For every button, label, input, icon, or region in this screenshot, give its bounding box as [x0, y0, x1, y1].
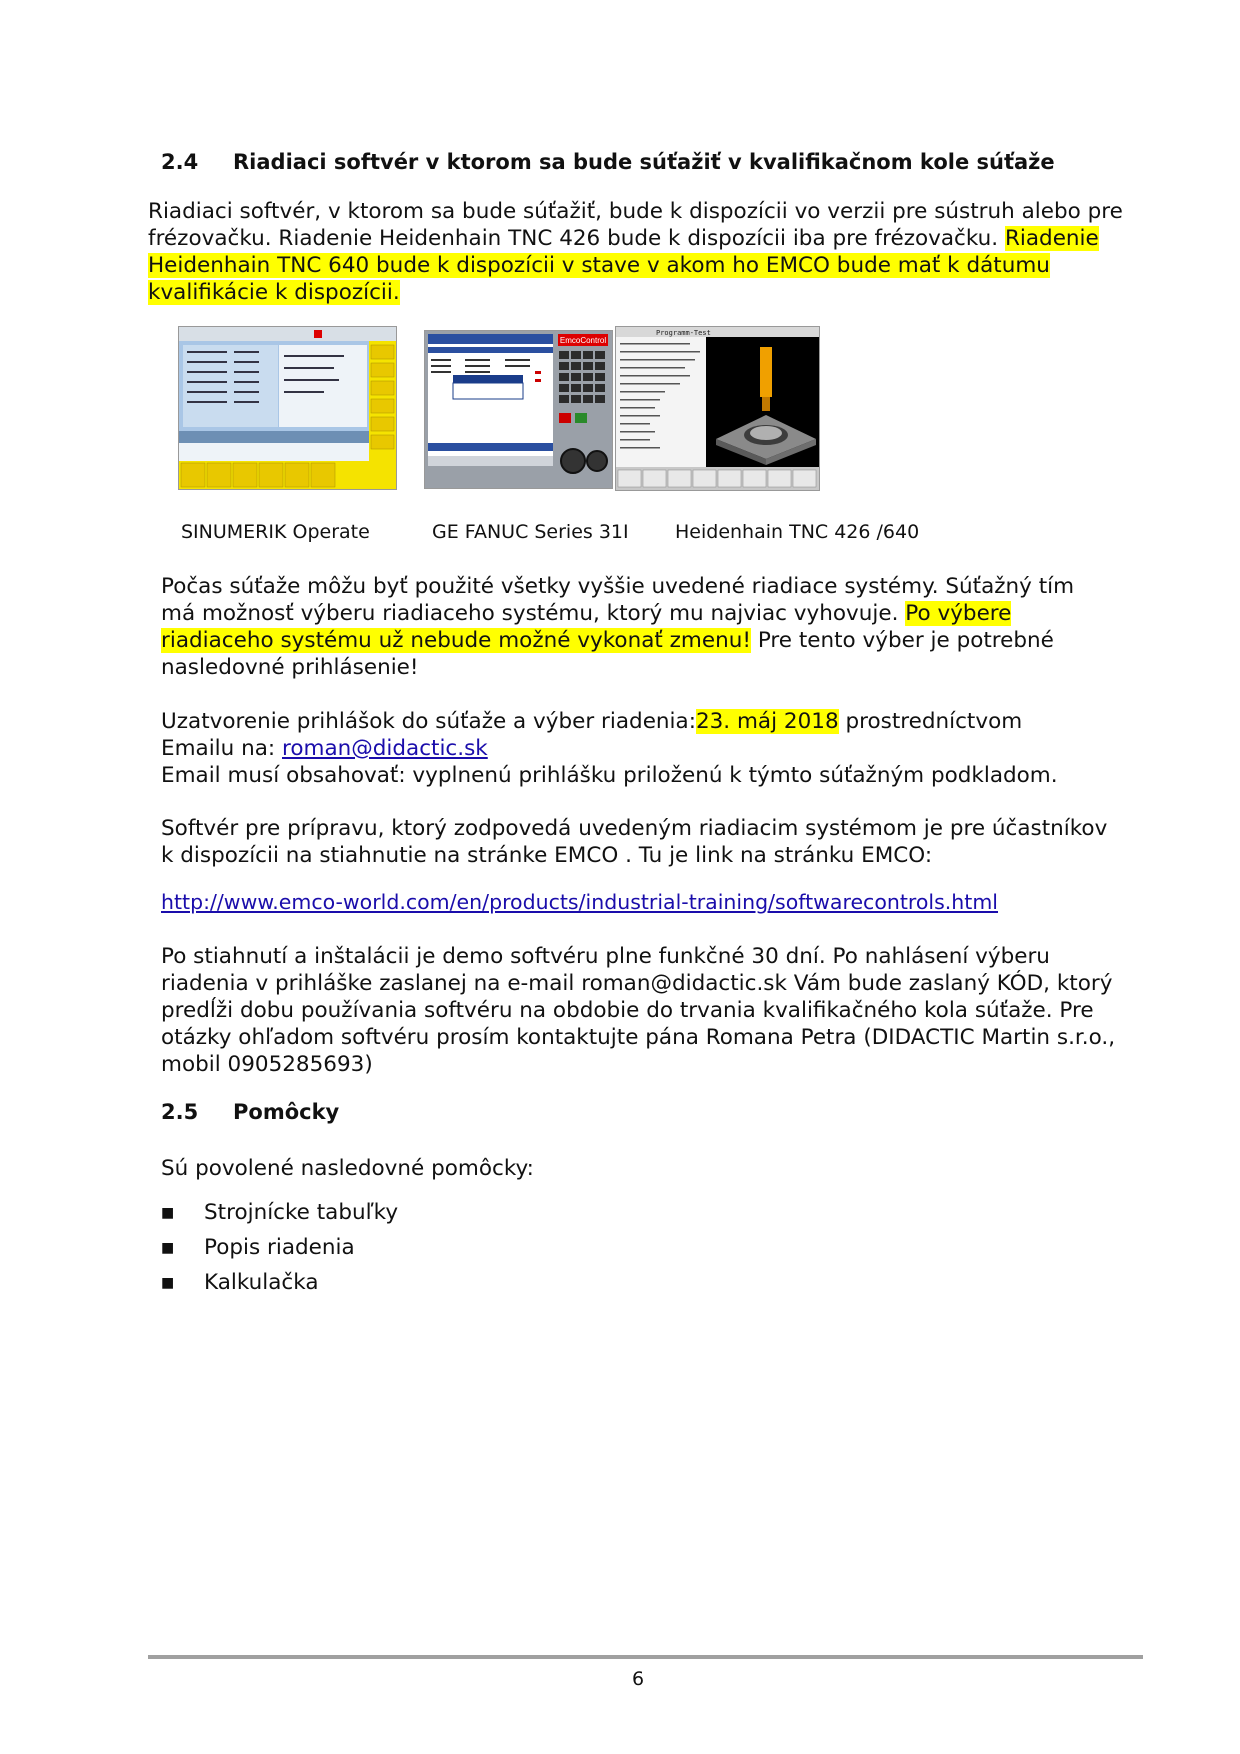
intro-highlight-3: kvalifikácie k dispozícii.: [148, 280, 400, 305]
demo-paragraph: [161, 943, 1115, 1078]
list-item: [161, 1265, 398, 1300]
choice-highlight-1: Po výbere: [905, 601, 1012, 626]
heidenhain-screenshot: [615, 326, 820, 491]
demo-line-5: mobil 0905285693): [161, 1052, 373, 1077]
aids-intro-text: Sú povolené nasledovné pomôcky:: [161, 1156, 534, 1181]
list-item-text: Kalkulačka: [204, 1270, 319, 1295]
intro-line-4: [148, 279, 1123, 306]
aids-intro: [161, 1155, 534, 1182]
deadline-date: 23. máj 2018: [695, 709, 839, 734]
email-link[interactable]: roman@didactic.sk: [282, 736, 488, 761]
aids-list: [161, 1195, 398, 1300]
deadline-paragraph: [161, 708, 1058, 789]
intro-line-2: frézovačku. Riadenie Heidenhain TNC 426 bude k dispozícii iba pre frézovačku. Riadenie: [148, 226, 1099, 251]
fanuc-screen-graphic: [425, 331, 612, 488]
deadline-line-3: Email musí obsahovať: vyplnenú prihlášku priloženú k týmto súťažným podkladom.: [161, 763, 1058, 788]
caption-sinumerik: SINUMERIK Operate: [181, 521, 370, 543]
choice-line-3: riadiaceho systému už nebude možné vykonať zmenu! Pre tento výber je potrebné: [161, 628, 1054, 653]
caption-heidenhain: Heidenhain TNC 426 /640: [675, 521, 920, 543]
footer-rule: [148, 1655, 1143, 1659]
software-paragraph: [161, 815, 1107, 869]
list-item: [161, 1195, 398, 1230]
bullet-icon: ■: [161, 1239, 175, 1256]
choice-highlight-2: riadiaceho systému už nebude možné vykonať zmenu!: [161, 628, 751, 653]
page-number: 6: [631, 1668, 645, 1690]
intro-highlight-2: Heidenhain TNC 640 bude k dispozícii v stave v akom ho EMCO bude mať k dátumu: [148, 253, 1050, 278]
section-title-25: Pomôcky: [233, 1100, 340, 1124]
fanuc-logo-text: EmcoControl: [559, 336, 607, 345]
demo-line-3: predĺži dobu používania softvéru na obdobie do trvania kvalifikačného kola súťaže. Pre: [161, 998, 1094, 1023]
software-line-2: k dispozícii na stiahnutie na stránke EMCO . Tu je link na stránku EMCO:: [161, 843, 933, 868]
deadline-line-2: Emailu na: roman@didactic.sk: [161, 736, 488, 761]
heidenhain-screen-title: Programm-Test: [656, 329, 711, 337]
caption-fanuc: GE FANUC Series 31I: [432, 521, 629, 543]
intro-paragraph: [148, 198, 1123, 306]
section-number-25: 2.5: [161, 1100, 199, 1124]
sinumerik-screen-graphic: [179, 327, 396, 489]
choice-line-1: Počas súťaže môžu byť použité všetky vyššie uvedené riadiace systémy. Súťažný tím: [161, 574, 1075, 599]
intro-line-3: [148, 252, 1123, 279]
emco-download-link[interactable]: http://www.emco-world.com/en/products/industrial-training/softwarecontrols.html: [161, 890, 999, 914]
demo-line-1: Po stiahnutí a inštalácii je demo softvéru plne funkčné 30 dní. Po nahlásení výberu: [161, 944, 1050, 969]
bullet-icon: ■: [161, 1274, 175, 1291]
intro-highlight-1: Riadenie: [1004, 226, 1099, 251]
list-item-text: Strojnícke tabuľky: [204, 1200, 399, 1225]
sinumerik-screenshot: [178, 326, 397, 490]
software-line-1: Softvér pre prípravu, ktorý zodpovedá uvedeným riadiacim systémom je pre účastníkov: [161, 816, 1108, 841]
intro-line-1: Riadiaci softvér, v ktorom sa bude súťažiť, bude k dispozícii vo verzii pre sústruh alebo pre: [148, 199, 1123, 224]
section-number-24: 2.4: [161, 150, 199, 174]
choice-line-2: má možnosť výberu riadiaceho systému, ktorý mu najviac vyhovuje. Po výbere: [161, 601, 1012, 626]
demo-line-2: riadenia v prihláške zaslanej na e-mail roman@didactic.sk Vám bude zaslaný KÓD, ktorý: [161, 971, 1113, 996]
choice-line-4: nasledovné prihlásenie!: [161, 655, 419, 680]
choice-paragraph: [161, 573, 1074, 681]
software-link-row: [161, 889, 998, 916]
list-item-text: Popis riadenia: [204, 1235, 355, 1260]
demo-line-4: otázky ohľadom softvéru prosím kontaktujte pána Romana Petra (DIDACTIC Martin s.r.o.,: [161, 1025, 1116, 1050]
bullet-icon: ■: [161, 1204, 175, 1221]
section-title-24: Riadiaci softvér v ktorom sa bude súťažiť v kvalifikačnom kole súťaže: [233, 150, 1055, 174]
heidenhain-screen-graphic: [616, 327, 819, 490]
fanuc-screenshot: [424, 330, 613, 489]
list-item: [161, 1230, 398, 1265]
deadline-line-1: Uzatvorenie prihlášok do súťaže a výber riadenia:23. máj 2018 prostredníctvom: [161, 709, 1023, 734]
